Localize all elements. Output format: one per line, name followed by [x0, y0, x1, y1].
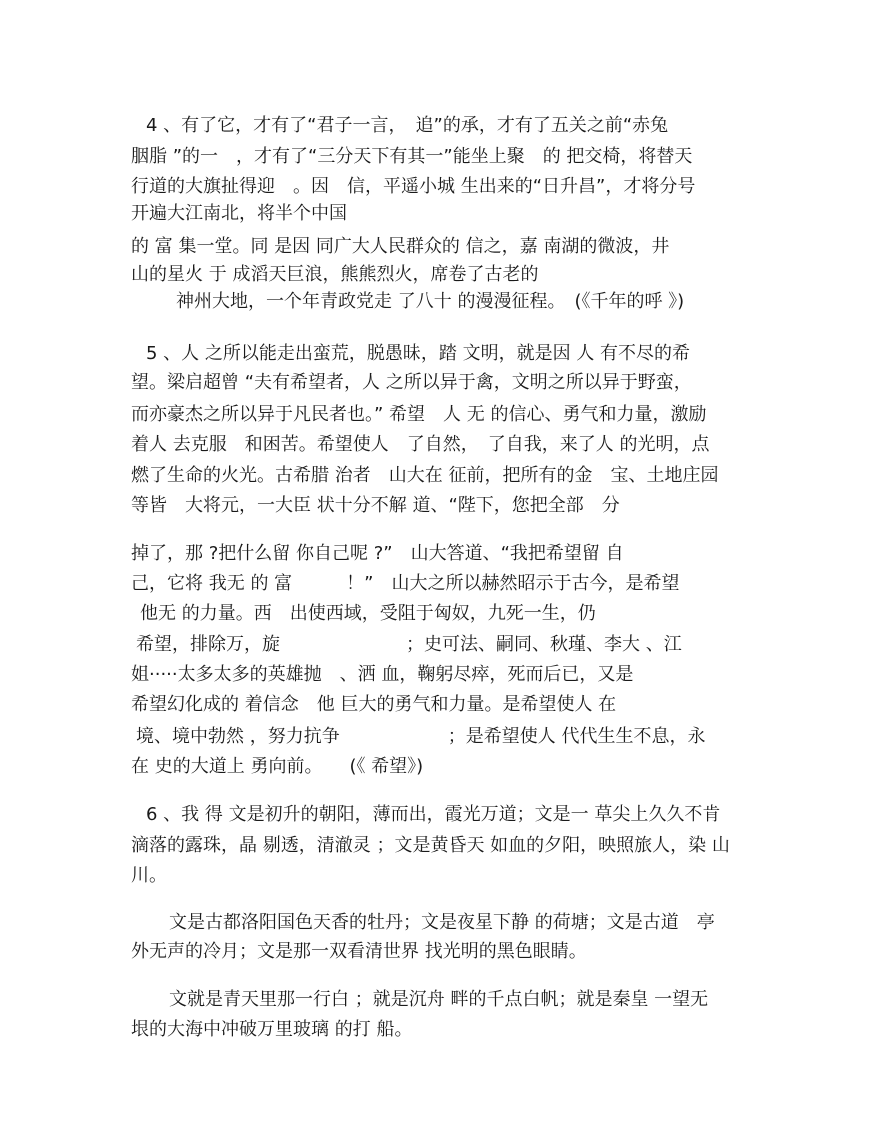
text-line: 6 、我 得 文是初升的朝阳，薄而出，霞光万道；文是一 草尖上久久不肯: [146, 804, 721, 825]
text-line: 川。: [131, 865, 167, 886]
text-line: 开遍大江南北，将半个中国: [131, 203, 347, 224]
text-line: 神州大地，一个年青政党走 了八十 的漫漫征程。 (《千年的呼 》): [176, 291, 685, 312]
text-line: 希望幻化成的 着信念 他 巨大的勇气和力量。是希望使人 在: [131, 694, 617, 715]
text-line: 胭脂 ”的一 ，才有了“三分天下有其一”能坐上聚 的 把交椅，将替天: [131, 146, 693, 167]
text-line: 滴落的露珠，晶 剔透，清澈灵 ；文是黄昏天 如血的夕阳，映照旅人，染 山: [131, 835, 730, 856]
text-line: 境、境中勃然 ，努力抗争 ；是希望使人 代代生生不息，永: [136, 726, 706, 747]
text-line: 而亦豪杰之所以异于凡民者也。” 希望 人 无 的信心、勇气和力量，激励: [131, 404, 707, 425]
text-line: 掉了，那 ?把什么留 你自己呢 ?” 山大答道、“我把希望留 自: [131, 543, 624, 564]
text-line: 文就是青天里那一行白 ；就是沉舟 畔的千点白帆；就是秦皇 一望无: [169, 989, 709, 1010]
text-line: 垠的大海中冲破万里玻璃 的打 船。: [131, 1019, 413, 1040]
text-line: 文是古都洛阳国色天香的牡丹；文是夜星下静 的荷塘；文是古道 亭: [169, 912, 715, 933]
text-line: 他无 的力量。西 出使西域，受阻于匈奴，九死一生，仍: [140, 603, 596, 624]
text-line: 行道的大旗扯得迎 。因 信，平遥小城 生出来的“日升昌”，才将分号: [131, 176, 696, 197]
text-line: 燃了生命的火光。古希腊 治者 山大在 征前，把所有的金 宝、土地庄园: [131, 465, 719, 486]
text-line: 在 史的大道上 勇向前。 (《 希望》): [131, 756, 424, 777]
text-line: 山的星火 于 成滔天巨浪，熊熊烈火，席卷了古老的: [131, 264, 539, 285]
text-line: 4 、有了它，才有了“君子一言， 追”的承，才有了五关之前“赤兔: [146, 115, 669, 136]
text-line: 的 富 集一堂。同 是因 同广大人民群众的 信之，嘉 南湖的微波，井: [131, 236, 670, 257]
text-line: 望。梁启超曾 “夫有希望者，人 之所以异于禽，文明之所以异于野蛮，: [131, 372, 692, 393]
text-line: 着人 去克服 和困苦。希望使人 了自然， 了自我，来了人 的光明，点: [131, 434, 710, 455]
text-line: 5 、人 之所以能走出蛮荒，脱愚昧，踏 文明，就是因 人 有不尽的希: [146, 343, 691, 364]
text-line: 姐·····太多太多的英雄抛 、洒 血，鞠躬尽瘁，死而后已，又是: [131, 664, 634, 685]
text-line: 外无声的冷月；文是那一双看清世界 找光明的黑色眼睛。: [131, 941, 587, 962]
text-line: 等皆 大将元，一大臣 状十分不解 道、“陛下，您把全部 分: [131, 495, 620, 516]
text-line: 希望，排除万，旋 ；史可法、嗣同、秋瑾、李大 、江: [136, 634, 682, 655]
text-line: 己，它将 我无 的 富 ！” 山大之所以赫然昭示于古今，是希望: [131, 573, 680, 594]
